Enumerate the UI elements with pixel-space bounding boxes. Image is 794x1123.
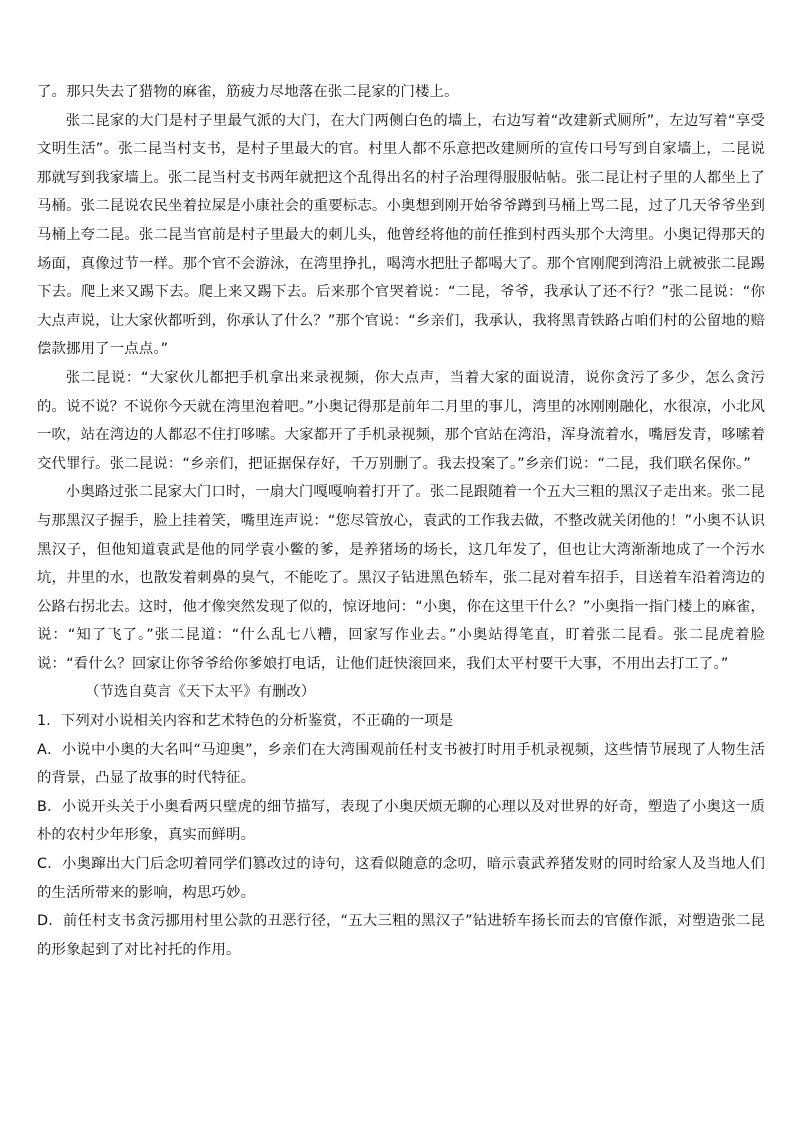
paragraph-continuation: 了。那只失去了猎物的麻雀，筋疲力尽地落在张二昆家的门楼上。 [37,84,459,100]
source-note: （节选自莫言《天下太平》有删改） [85,684,316,701]
paragraph-zhang-erkun-gate: 张二昆家的大门是村子里最气派的大门，在大门两侧白色的墙上，右边写着“改建新式厕所”，左边写着“享受文明生活”。张二昆当村支书，是村子里最大的官。村里人都不乐意把改建厕所的宣传口号写到自家墙上，二昆说那就写到我家墙上。张二昆当村支书两年就把这个乱得出名的村子治理得服服帖帖。张二昆让村子里的人都坐上了马桶。张二昆说农民坐着拉屎是小康社会的重要标志。小奥想到刚开始爷爷蹲到马桶上骂二昆，过了几天爷爷坐到马桶上夸二昆。张二昆当官前是村子里最大的刺儿头，他曾经将他的前任推到村西头那个大湾里。小奥记得那天的场面，真像过节一样。那个官不会游泳，在湾里挣扎，喝湾水把肚子都喝大了。那个官刚爬到湾沿上就被张二昆踢下去。爬上来又踢下去。爬上来又踢下去。后来那个官哭着说：“二昆，爷爷，我承认了还不行？”张二昆说：“你大点声说，让大家伙都听到，你承认了什么？”那个官说：“乡亲们，我承认，我将黑青铁路占咱们村的公留地的赔偿款挪用了一点点。” [37,112,765,358]
question-title: 1．下列对小说相关内容和艺术特色的分析鉴赏，不正确的一项是 [37,713,454,730]
option-a: A．小说中小奥的大名叫“马迎奥”，乡亲们在大湾围观前任村支书被打时用手机录视频，这些情节展现了人物生活的背景，凸显了故事的时代特征。 [37,741,765,787]
document-content [37,78,765,964]
paragraph-video-recording: 张二昆说：“大家伙儿都把手机拿出来录视频，你大点声，当着大家的面说清，说你贪污了多少，怎么贪污的。说不说？不说你今天就在湾里泡着吧。”小奥记得那是前年二月里的事儿，湾里的冰刚刚融化，水很凉，小北风一吹，站在湾边的人都忍不住打哆嗦。大家都开了手机录视频，那个官站在湾沿，浑身流着水，嘴唇发青，哆嗦着交代罪行。张二昆说：“乡亲们，把证据保存好，千万别删了。我去投案了。”乡亲们说：“二昆，我们联名保你。” [37,369,765,472]
paragraph-black-man: 小奥路过张二昆家大门口时，一扇大门嘎嘎响着打开了。张二昆跟随着一个五大三粗的黑汉子走出来。张二昆与那黑汉子握手，脸上挂着笑，嘴里连声说：“您尽管放心，袁武的工作我去做，不整改就关闭他的！”小奥不认识黑汉子，但他知道袁武是他的同学袁小鳖的爹，是养猪场的场长，这几年发了，但也让大湾渐渐地成了一个污水坑，井里的水，也散发着刺鼻的臭气，不能吃了。黑汉子钻进黑色轿车，张二昆对着车招手，目送着车沿着湾边的公路右拐北去。这时，他才像突然发现了似的，惊讶地问：“小奥，你在这里干什么？”小奥指一指门楼上的麻雀，说：“知了飞了。”张二昆道：“什么乱七八糟，回家写作业去。”小奥站得笔直，盯着张二昆看。张二昆虎着脸说：“看什么？回家让你爷爷给你爹娘打电话，让他们赶快滚回来，我们太平村要干大事，不用出去打工了。” [37,484,765,672]
option-b: B．小说开头关于小奥看两只壁虎的细节描写，表现了小奥厌烦无聊的心理以及对世界的好奇，塑造了小奥这一质朴的农村少年形象，真实而鲜明。 [37,798,765,844]
option-c: C．小奥蹿出大门后念叨着同学们篡改过的诗句，这看似随意的念叨，暗示袁武养猪发财的同时给家人及当地人们的生活所带来的影响，构思巧妙。 [37,856,765,901]
option-d: D．前任村支书贪污挪用村里公款的丑恶行径，“五大三粗的黑汉子”钻进轿车扬长而去的官僚作派，对塑造张二昆的形象起到了对比衬托的作用。 [37,913,765,958]
